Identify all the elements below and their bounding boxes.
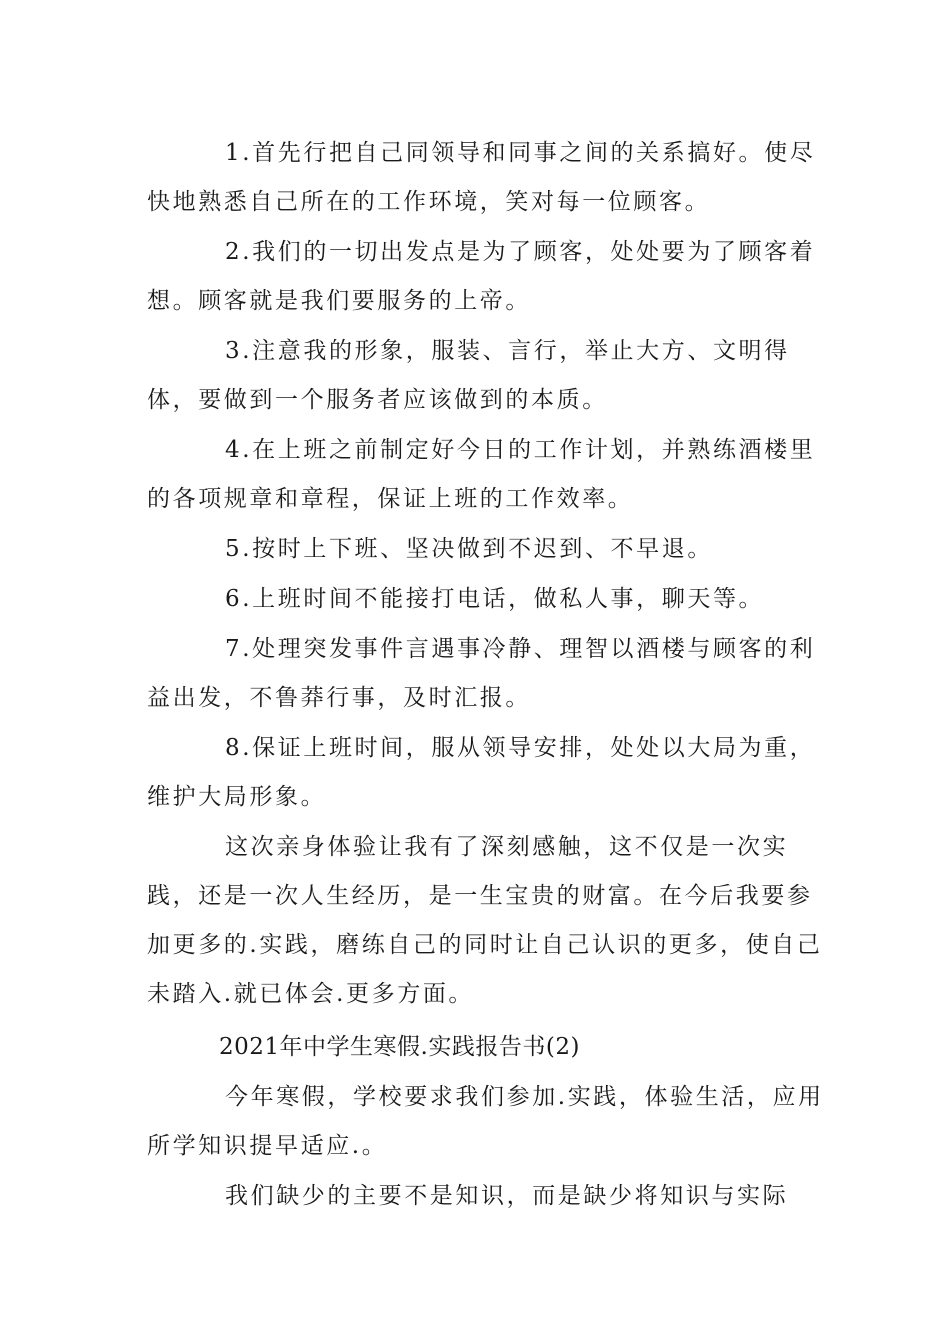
- paragraph-item-6: [147, 575, 837, 624]
- paragraph-item-2: [147, 228, 837, 326]
- paragraph-item-8: [147, 724, 837, 822]
- paragraph-item-7: [147, 625, 837, 723]
- paragraph-text: 我们缺少的主要不是知识，而是缺少将知识与实际: [225, 1183, 789, 1209]
- paragraph-text: 5.按时上下班、坚决做到不迟到、不早退。: [225, 536, 713, 562]
- paragraph-text: 3.注意我的形象，服装、言行，举止大方、文明得体，要做到一个服务者应该做到的本质。: [147, 338, 790, 413]
- paragraph-item-4: [147, 426, 837, 524]
- paragraph-item-5: [147, 525, 837, 574]
- paragraph-text: 1.首先行把自己同领导和同事之间的关系搞好。使尽快地熟悉自己所在的工作环境，笑对每一位顾客。: [147, 140, 816, 215]
- paragraph-text: 8.保证上班时间，服从领导安排，处处以大局为重，维护大局形象。: [147, 735, 816, 810]
- paragraph-text: 今年寒假，学校要求我们参加.实践，体验生活，应用所学知识提早适应.。: [147, 1084, 824, 1159]
- paragraph-continued: [147, 1172, 837, 1221]
- section-heading: 2021年中学生寒假.实践报告书(2): [219, 1034, 580, 1060]
- paragraph-item-1: [147, 129, 837, 227]
- paragraph-text: 4.在上班之前制定好今日的工作计划，并熟练酒楼里的各项规章和章程，保证上班的工作效率。: [147, 437, 816, 512]
- paragraph-text: 2.我们的一切出发点是为了顾客，处处要为了顾客着想。顾客就是我们要服务的上帝。: [147, 239, 816, 314]
- paragraph-intro: [147, 1073, 837, 1171]
- paragraph-text: 这次亲身体验让我有了深刻感触，这不仅是一次实践，还是一次人生经历，是一生宝贵的财富。在今后我要参加更多的.实践，磨练自己的同时让自己认识的更多，使自己未踏入.就已体会.更多方面。: [147, 834, 823, 1007]
- paragraph-text: 7.处理突发事件言遇事冷静、理智以酒楼与顾客的利益出发，不鲁莽行事，及时汇报。: [147, 636, 816, 711]
- paragraph-conclusion: [147, 823, 837, 1019]
- paragraph-text: 6.上班时间不能接打电话，做私人事，聊天等。: [225, 586, 765, 612]
- paragraph-item-3: [147, 327, 837, 425]
